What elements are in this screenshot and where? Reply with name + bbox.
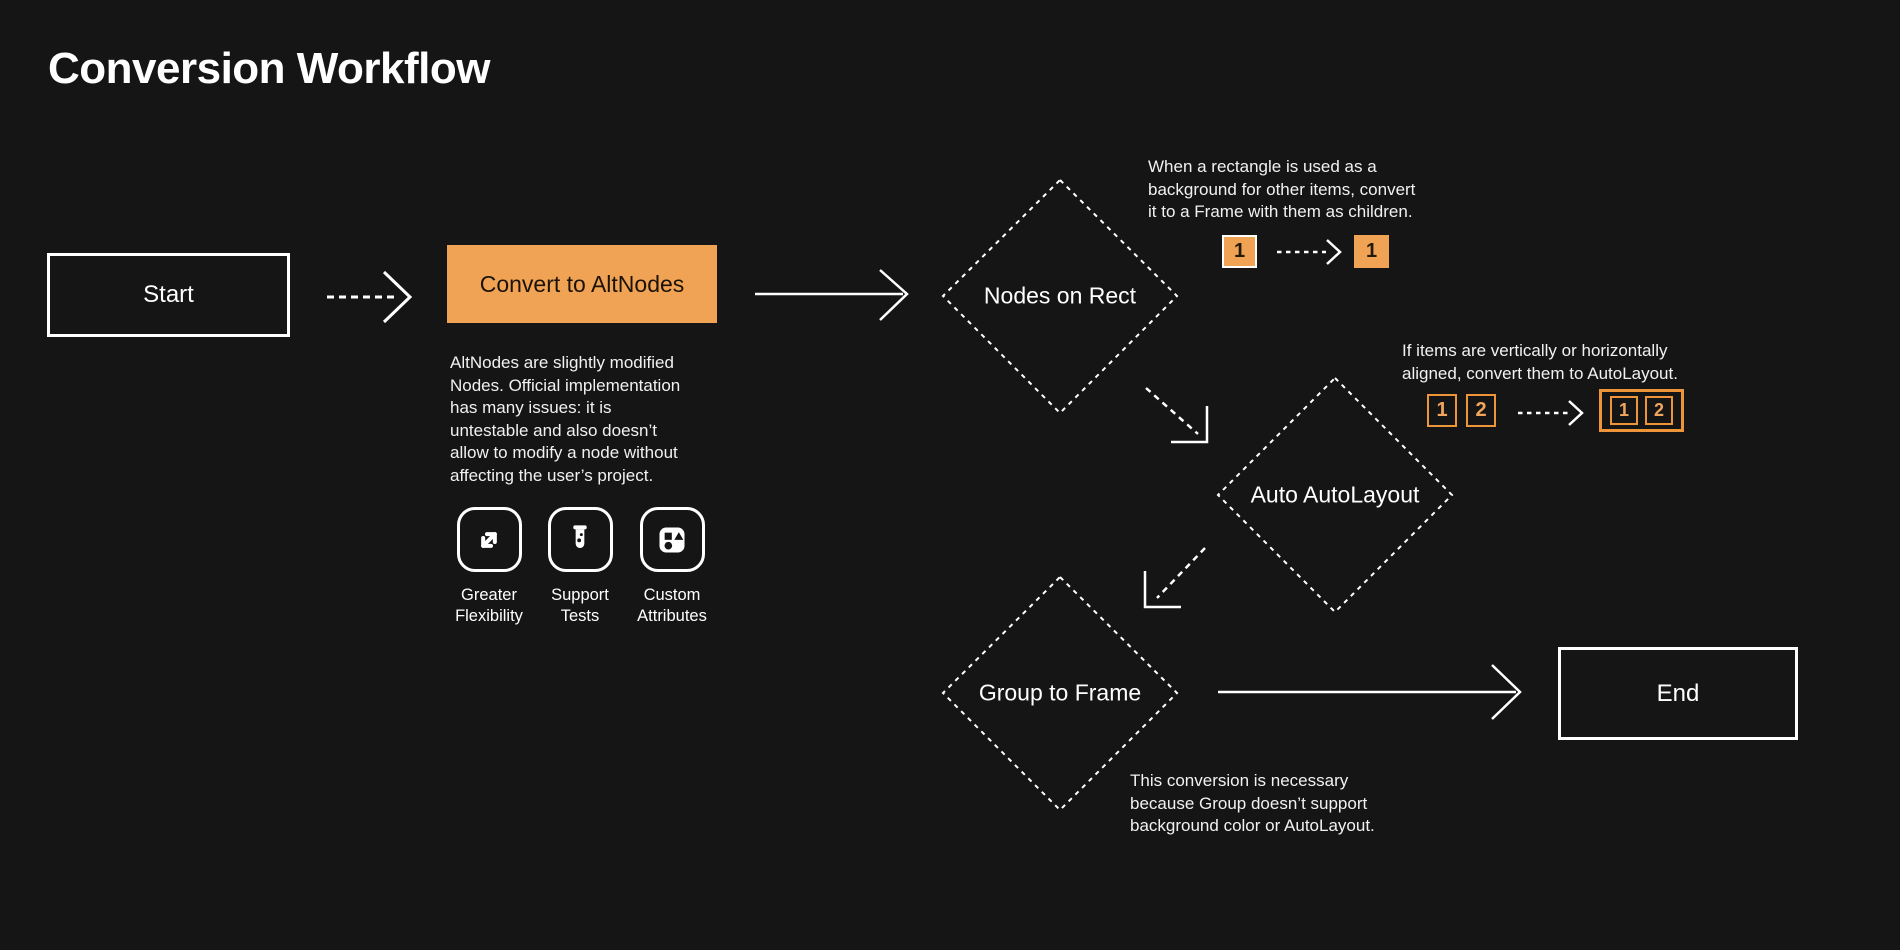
feature-label-line: Attributes	[637, 607, 707, 625]
autolayout-demo-before-box-2	[1466, 394, 1496, 427]
arrow-auto-autolayout-to-group-to-frame	[1145, 548, 1205, 607]
rect-demo-after-box	[1354, 235, 1389, 268]
group-annotation-line: because Group doesn’t support	[1130, 793, 1368, 813]
rect-annotation-line: When a rectangle is used as a	[1148, 157, 1377, 176]
end-node	[1558, 647, 1798, 740]
page-title: Conversion Workflow	[48, 44, 490, 93]
feature-label-line: Greater	[461, 586, 517, 604]
altnodes-note-line: has many issues: it is	[450, 398, 612, 417]
test-tube-icon	[548, 507, 613, 572]
end-node-label: End	[1656, 679, 1700, 707]
autolayout-demo-number: 2	[1653, 400, 1664, 420]
autolayout-annotation-line: If items are vertically or horizontally	[1402, 341, 1668, 360]
rect-demo-after-number: 1	[1365, 240, 1378, 262]
rect-annotation-line: background for other items, convert	[1148, 179, 1416, 199]
feature-support-tests	[542, 507, 618, 627]
altnodes-note-line: allow to modify a node without	[450, 443, 678, 462]
autolayout-annotation	[1402, 340, 1822, 385]
altnodes-note	[450, 352, 750, 487]
autolayout-demo-after-box-1	[1610, 396, 1638, 425]
altnodes-features	[444, 507, 718, 627]
start-node	[47, 253, 290, 337]
autolayout-demo-number: 1	[1618, 400, 1629, 420]
arrow-convert-to-nodes-on-rect	[755, 270, 907, 320]
group-to-frame-label: Group to Frame	[978, 679, 1142, 706]
group-annotation-line: This conversion is necessary	[1130, 771, 1349, 790]
autolayout-demo-after-frame	[1599, 389, 1684, 432]
feature-custom-attributes	[626, 507, 718, 627]
group-annotation	[1130, 770, 1470, 838]
feature-label-line: Tests	[560, 607, 600, 625]
feature-greater-flexibility	[444, 507, 534, 627]
arrow-group-to-frame-to-end	[1218, 665, 1520, 719]
rect-annotation-line: it to a Frame with them as children.	[1148, 202, 1413, 221]
feature-label-line: Custom	[643, 586, 701, 604]
convert-to-altnodes-node	[447, 245, 717, 323]
shapes-icon	[640, 507, 705, 572]
feature-label-line: Flexibility	[455, 607, 523, 625]
rect-demo-before-box	[1222, 235, 1257, 268]
feature-label	[455, 585, 523, 627]
nodes-on-rect-label: Nodes on Rect	[983, 282, 1137, 309]
autolayout-demo-before	[1427, 394, 1496, 427]
feature-label	[637, 585, 707, 627]
autolayout-demo-before-box-1	[1427, 394, 1457, 427]
altnodes-note-line: untestable and also doesn’t	[450, 420, 657, 440]
start-node-label: Start	[143, 281, 194, 308]
altnodes-note-line: affecting the user’s project.	[450, 465, 654, 485]
autolayout-annotation-line: aligned, convert them to AutoLayout.	[1402, 363, 1678, 383]
rect-demo-before-number: 1	[1233, 240, 1246, 262]
convert-to-altnodes-label: Convert to AltNodes	[479, 270, 685, 297]
arrow-rect-demo	[1277, 240, 1340, 264]
autolayout-demo-number: 2	[1475, 399, 1487, 421]
rect-annotation	[1148, 156, 1588, 224]
feature-label	[551, 585, 609, 627]
altnodes-note-line: AltNodes are slightly modified	[450, 353, 674, 372]
autolayout-demo-after-box-2	[1645, 396, 1673, 425]
arrow-autolayout-demo	[1518, 401, 1582, 425]
feature-label-line: Support	[551, 586, 609, 604]
arrow-nodes-on-rect-to-auto-autolayout	[1146, 388, 1207, 442]
group-annotation-line: background color or AutoLayout.	[1130, 816, 1375, 835]
arrow-start-to-convert	[327, 272, 410, 322]
auto-autolayout-label: Auto AutoLayout	[1250, 481, 1420, 508]
altnodes-note-line: Nodes. Official implementation	[450, 375, 681, 395]
autolayout-demo-number: 1	[1436, 399, 1448, 421]
expand-arrows-icon	[457, 507, 522, 572]
